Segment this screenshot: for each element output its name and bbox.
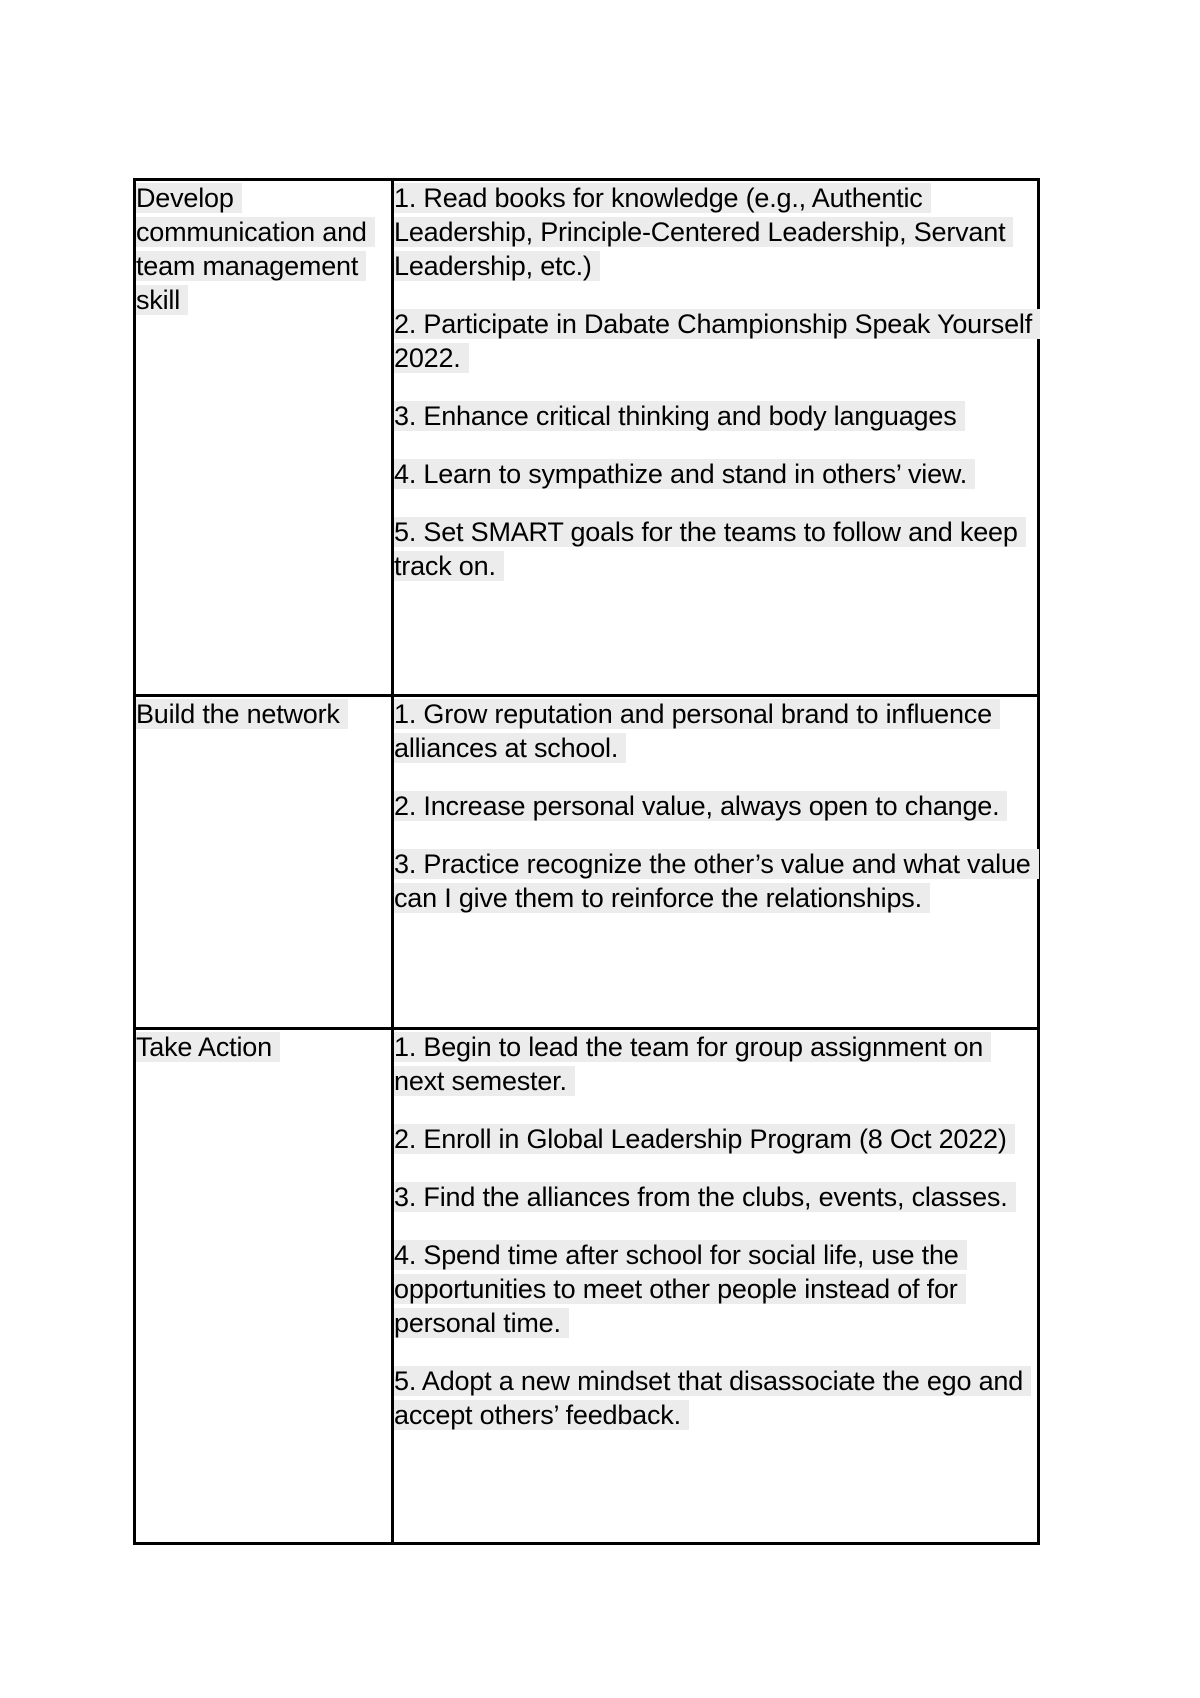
step-item: 1. Begin to lead the team for group assignment on next semester. xyxy=(394,1030,1037,1098)
step-item: 1. Read books for knowledge (e.g., Authentic Leadership, Principle-Centered Leadership, Servant Leadership, etc.) xyxy=(394,181,1037,283)
step-item: 2. Participate in Dabate Championship Speak Yourself 2022. xyxy=(394,307,1037,375)
step-item: 3. Find the alliances from the clubs, events, classes. xyxy=(394,1180,1037,1214)
table-row xyxy=(135,180,1039,696)
step-item: 2. Enroll in Global Leadership Program (8 Oct 2022) xyxy=(394,1122,1037,1156)
goal-cell xyxy=(135,180,393,696)
step-item: 4. Spend time after school for social life, use the opportunities to meet other people instead of for personal time. xyxy=(394,1238,1037,1340)
goal-text: Develop communication and team management skill xyxy=(136,181,391,317)
steps-cell xyxy=(393,1029,1039,1544)
goal-text: Take Action xyxy=(136,1030,391,1064)
goal-cell xyxy=(135,696,393,1029)
goal-cell xyxy=(135,1029,393,1544)
step-item: 4. Learn to sympathize and stand in others’ view. xyxy=(394,457,1037,491)
action-plan-table xyxy=(133,178,1040,1545)
table-row xyxy=(135,696,1039,1029)
step-item: 2. Increase personal value, always open to change. xyxy=(394,789,1037,823)
goal-text: Build the network xyxy=(136,697,391,731)
step-item: 5. Adopt a new mindset that disassociate the ego and accept others’ feedback. xyxy=(394,1364,1037,1432)
step-item: 5. Set SMART goals for the teams to follow and keep track on. xyxy=(394,515,1037,583)
step-item: 1. Grow reputation and personal brand to influence alliances at school. xyxy=(394,697,1037,765)
step-item: 3. Practice recognize the other’s value and what value can I give them to reinforce the relationships. xyxy=(394,847,1037,915)
table-row xyxy=(135,1029,1039,1544)
step-item: 3. Enhance critical thinking and body languages xyxy=(394,399,1037,433)
steps-cell xyxy=(393,696,1039,1029)
steps-cell xyxy=(393,180,1039,696)
